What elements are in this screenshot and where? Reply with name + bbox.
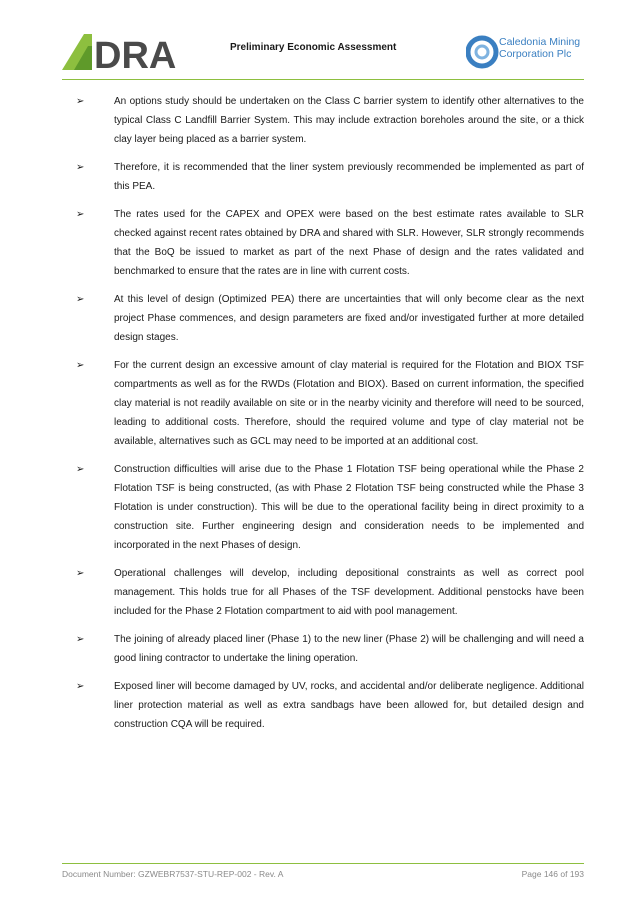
list-item [62,290,584,347]
list-item-text: Therefore, it is recommended that the liner system previously recommended be implemented as part of this PEA. [114,162,584,192]
dra-logo-text: DRA [94,35,177,72]
list-item [62,564,584,621]
list-item [62,92,584,149]
list-item [62,205,584,281]
arrow-bullet-icon: ➢ [76,634,85,645]
page-title: Preliminary Economic Assessment [230,42,397,53]
list-item-text: Operational challenges will develop, including depositional constraints as well as correct pool management. This holds true for all Phases of the TSF development. Additional penstocks have been included for the Phase 2 Flotation compartment to aid with pool management. [114,568,584,617]
list-item [62,677,584,734]
page-number: Page 146 of 193 [521,869,584,879]
bullet-list [62,92,584,743]
list-item-text: The joining of already placed liner (Phase 1) to the new liner (Phase 2) will be challenging and will need a good lining contractor to undertake the lining operation. [114,634,584,664]
arrow-bullet-icon: ➢ [76,568,85,579]
arrow-bullet-icon: ➢ [76,162,85,173]
arrow-bullet-icon: ➢ [76,360,85,371]
list-item-text: At this level of design (Optimized PEA) there are uncertainties that will only become clear as the next project Phase commences, and design parameters are fixed and/or investigated further at more detailed design stages. [114,294,584,343]
list-item [62,460,584,555]
dra-logo [62,32,197,72]
footer-divider [62,863,584,864]
list-item-text: The rates used for the CAPEX and OPEX were based on the best estimate rates available to SLR checked against recent rates obtained by DRA and shared with SLR. However, SLR strongly recommends that the BoQ be issued to market as part of the next Phase of design and the rates validated and benchmarked to ensure that the rates are in line with current costs. [114,209,584,277]
arrow-bullet-icon: ➢ [76,96,85,107]
list-item [62,158,584,196]
header-divider [62,79,584,80]
list-item-text: Construction difficulties will arise due to the Phase 1 Flotation TSF being operational while the Phase 2 Flotation TSF is being constructed, (as with Phase 2 Flotation TSF being constructed while the Phase 3 Flotation is under construction). This will be due to the operational facility being in direct proximity to a construction site. Further engineering design and consideration needs to be implemented and incorporated in the next Phases of design. [114,464,584,551]
caledonia-logo-text: Caledonia Mining Corporation Plc [499,36,581,60]
page-header [0,0,644,82]
list-item [62,356,584,451]
arrow-bullet-icon: ➢ [76,209,85,220]
arrow-bullet-icon: ➢ [76,294,85,305]
document-number: Document Number: GZWEBR7537-STU-REP-002 - Rev. A [62,869,284,879]
list-item-text: An options study should be undertaken on the Class C barrier system to identify other alternatives to the typical Class C Landfill Barrier System. This may include extraction boreholes around the site, or a thick clay layer being placed as a barrier system. [114,96,584,145]
list-item-text: Exposed liner will become damaged by UV, rocks, and accidental and/or deliberate negligence. Additional liner protection material as well as extra sandbags have been allowed for, but detailed design and construction CQA will be required. [114,681,584,730]
list-item [62,630,584,668]
arrow-bullet-icon: ➢ [76,681,85,692]
arrow-bullet-icon: ➢ [76,464,85,475]
list-item-text: For the current design an excessive amount of clay material is required for the Flotation and BIOX TSF compartments as well as for the RWDs (Flotation and BIOX). Based on current information, the specified clay material is not readily available on site or in the nearby vicinity and therefore will need to be sourced, leading to additional costs. Therefore, should the required volume and type of clay material not be available, alternatives such as GCL may need to be imported at an additional cost. [114,360,584,447]
